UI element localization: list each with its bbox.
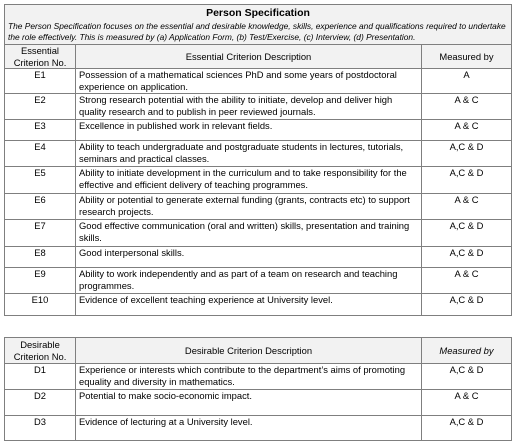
criterion-description: Possession of a mathematical sciences PhD and some years of postdoctoral experience on application. xyxy=(76,69,422,94)
criterion-measured-by: A,C & D xyxy=(422,220,512,247)
criterion-description: Potential to make socio-economic impact. xyxy=(76,390,422,416)
criterion-code: E10 xyxy=(5,294,76,316)
criterion-measured-by: A & C xyxy=(422,120,512,141)
criterion-description: Good interpersonal skills. xyxy=(76,247,422,268)
essential-criteria-table xyxy=(4,4,512,316)
table-row xyxy=(5,141,512,167)
essential-header-row xyxy=(5,45,512,69)
criterion-measured-by: A,C & D xyxy=(422,247,512,268)
criterion-measured-by: A & C xyxy=(422,390,512,416)
criterion-measured-by: A & C xyxy=(422,194,512,220)
table-row xyxy=(5,268,512,294)
table-row xyxy=(5,120,512,141)
criterion-measured-by: A,C & D xyxy=(422,141,512,167)
essential-description-header: Essential Criterion Description xyxy=(76,45,422,69)
table-row xyxy=(5,167,512,194)
person-spec-header-row xyxy=(5,5,512,45)
desirable-measured-header: Measured by xyxy=(422,338,512,364)
essential-measured-header: Measured by xyxy=(422,45,512,69)
criterion-code: E8 xyxy=(5,247,76,268)
table-row xyxy=(5,390,512,416)
criterion-code: E2 xyxy=(5,94,76,120)
desirable-code-header: Desirable Criterion No. xyxy=(5,338,76,364)
table-row xyxy=(5,294,512,316)
desirable-description-header: Desirable Criterion Description xyxy=(76,338,422,364)
criterion-code: E1 xyxy=(5,69,76,94)
criterion-code: E4 xyxy=(5,141,76,167)
desirable-header-row xyxy=(5,338,512,364)
criterion-measured-by: A & C xyxy=(422,94,512,120)
criterion-description: Ability or potential to generate external funding (grants, contracts etc) to support research projects. xyxy=(76,194,422,220)
criterion-description: Ability to initiate development in the curriculum and to take responsibility for the effective and efficient delivery of teaching programmes. xyxy=(76,167,422,194)
criterion-code: D1 xyxy=(5,364,76,390)
criterion-description: Strong research potential with the ability to initiate, develop and deliver high quality research and to publish in peer reviewed journals. xyxy=(76,94,422,120)
criterion-code: E9 xyxy=(5,268,76,294)
criterion-description: Excellence in published work in relevant fields. xyxy=(76,120,422,141)
criterion-code: D2 xyxy=(5,390,76,416)
criterion-description: Experience or interests which contribute to the department’s aims of promoting equality and diversity in mathematics. xyxy=(76,364,422,390)
criterion-measured-by: A,C & D xyxy=(422,294,512,316)
criterion-code: E7 xyxy=(5,220,76,247)
criterion-measured-by: A xyxy=(422,69,512,94)
table-row xyxy=(5,69,512,94)
criterion-measured-by: A,C & D xyxy=(422,364,512,390)
criterion-code: D3 xyxy=(5,416,76,441)
criterion-measured-by: A,C & D xyxy=(422,167,512,194)
table-row xyxy=(5,416,512,441)
criterion-code: E5 xyxy=(5,167,76,194)
essential-code-header: Essential Criterion No. xyxy=(5,45,76,69)
criterion-description: Good effective communication (oral and written) skills, presentation and training skills. xyxy=(76,220,422,247)
criterion-description: Evidence of excellent teaching experience at University level. xyxy=(76,294,422,316)
criterion-description: Evidence of lecturing at a University level. xyxy=(76,416,422,441)
table-row xyxy=(5,94,512,120)
table-row xyxy=(5,364,512,390)
criterion-code: E6 xyxy=(5,194,76,220)
desirable-criteria-table xyxy=(4,337,512,441)
person-spec-intro: The Person Specification focuses on the essential and desirable knowledge, skills, experience and qualifications required to undertake the role effectively. This is measured by (a) Application Form, (b) Test/Exercise, (c) Interview, (d) Presentation. xyxy=(8,21,506,42)
table-row xyxy=(5,247,512,268)
person-spec-cell xyxy=(5,5,512,45)
person-spec-title: Person Specification xyxy=(206,7,310,19)
criterion-measured-by: A,C & D xyxy=(422,416,512,441)
criterion-description: Ability to work independently and as part of a team on research and teaching programmes. xyxy=(76,268,422,294)
table-row xyxy=(5,194,512,220)
criterion-code: E3 xyxy=(5,120,76,141)
criterion-measured-by: A & C xyxy=(422,268,512,294)
table-row xyxy=(5,220,512,247)
criterion-description: Ability to teach undergraduate and postgraduate students in lectures, tutorials, seminars and practical classes. xyxy=(76,141,422,167)
